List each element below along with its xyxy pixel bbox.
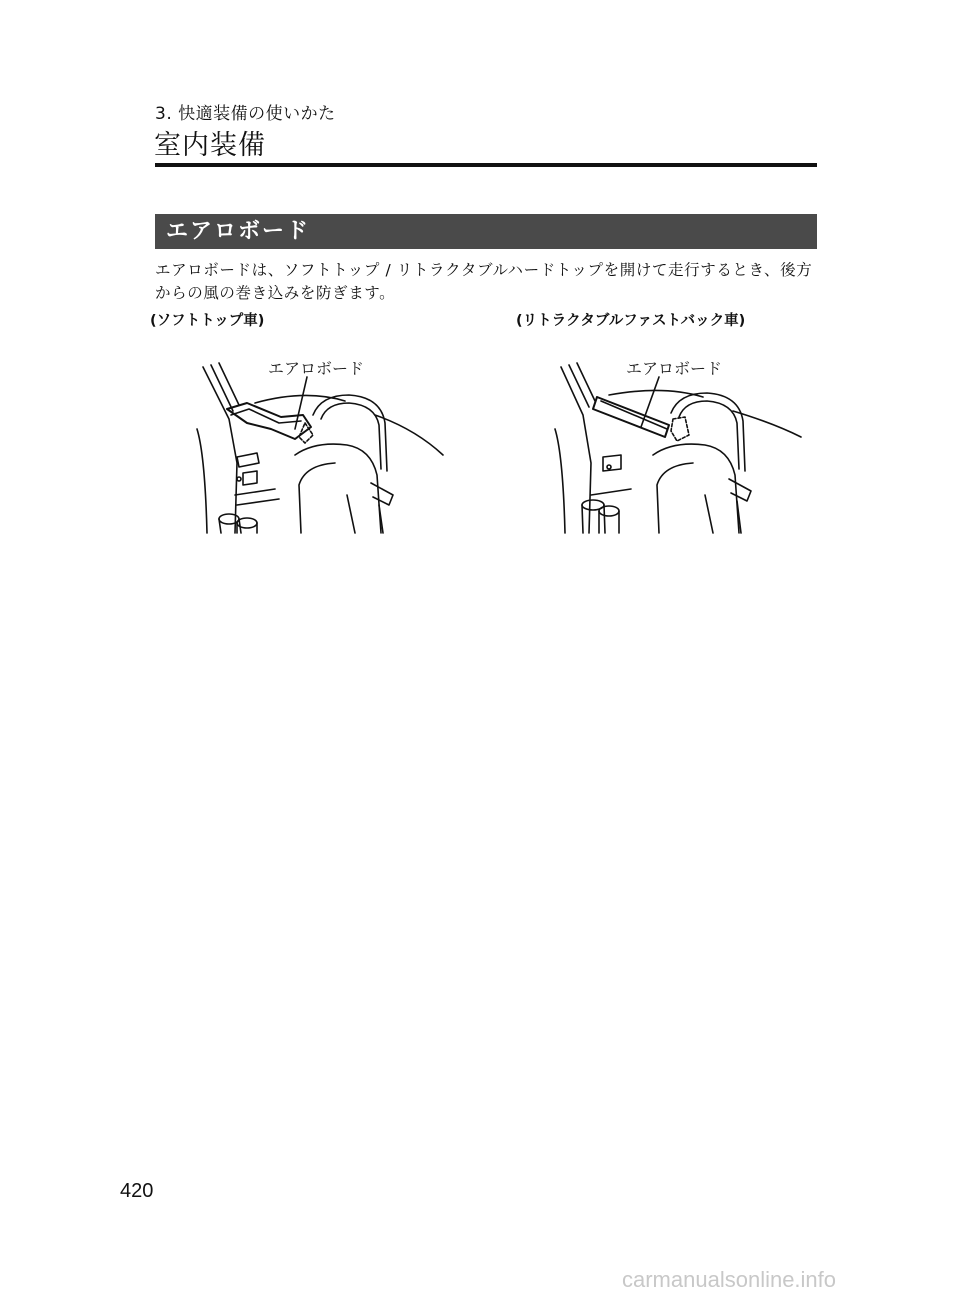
watermark: carmanualsonline.info [622,1267,837,1292]
chapter-title: 3. 快適装備の使いかた [155,104,336,124]
page-number: 420 [120,1180,154,1202]
aero-board-callout-fastback: エアロボード [626,359,723,378]
topic-body: エアロボードは、ソフトトップ / リトラクタブルハードトップを開けて走行するとき、後方からの風の巻き込みを防ぎます。 [155,261,813,302]
aero-board-callout-soft-top: エアロボード [268,359,365,378]
figure-caption-soft-top: (ソフトトップ車) [150,313,265,329]
header-divider [155,163,817,167]
section-title: 室内装備 [154,130,266,161]
figure-caption-fastback: (リトラクタブルファストバック車) [516,313,746,329]
topic-heading: エアロボード [155,214,817,249]
